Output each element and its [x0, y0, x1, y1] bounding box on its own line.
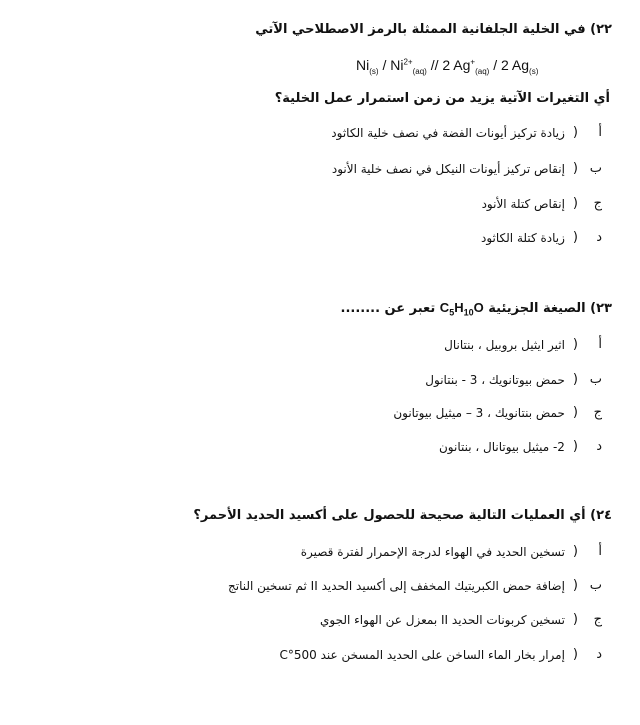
option-paren: )	[572, 196, 578, 211]
question-22-subquestion: أي التغيرات الآتية يزيد من زمن استمرار عمل الخلية؟	[274, 91, 610, 106]
option-text: زيادة كتلة الكاثود	[480, 230, 565, 245]
formula-h-count: 10	[463, 307, 474, 318]
question-22-stem	[255, 22, 612, 37]
q22-option-d[interactable]	[481, 230, 602, 245]
question-24-text: أي العمليات التالية صحيحة للحصول على أكسيد الحديد الأحمر؟	[193, 508, 586, 523]
question-23-text-after: تعبر عن ........	[340, 301, 436, 316]
formula-ni-ion: Ni	[390, 57, 404, 73]
q22-option-b[interactable]	[332, 161, 602, 176]
q24-option-d[interactable]	[280, 647, 602, 662]
option-text: تسخين كربونات الحديد II بمعزل عن الهواء الجوي	[320, 612, 565, 627]
question-24-number: ٢٤)	[590, 508, 612, 523]
formula-charge-ag: +	[470, 57, 476, 67]
formula-o: O	[473, 300, 484, 315]
option-paren: )	[572, 405, 578, 420]
formula-c: C	[439, 300, 450, 315]
question-22-number: ٢٢)	[590, 22, 612, 37]
q23-option-a[interactable]	[444, 337, 602, 352]
option-text: إضافة حمض الكبريتيك المخفف إلى أكسيد الحديد II ثم تسخين الناتج	[228, 578, 565, 593]
option-paren: )	[572, 439, 578, 454]
option-paren: )	[572, 372, 578, 387]
q24-option-c[interactable]	[320, 612, 602, 627]
formula-h: H	[454, 300, 464, 315]
question-23-number: ٢٣)	[590, 301, 612, 316]
option-text: حمض بيوتانويك ، 3 - بنتانول	[425, 372, 565, 387]
option-letter: د	[596, 647, 602, 662]
option-letter: د	[596, 439, 602, 454]
q22-option-a[interactable]	[331, 125, 602, 140]
question-23-stem	[341, 300, 613, 318]
option-text: إمرار بخار الماء الساخن على الحديد المسخن عند 500°C	[279, 647, 565, 662]
option-paren: )	[572, 125, 578, 140]
question-23-text-before: الصيغة الجزيئية	[488, 301, 586, 316]
formula-sep3: / 2 Ag	[489, 57, 530, 73]
formula-state-aq2: (aq)	[475, 66, 490, 76]
formula-sep2: // 2 Ag	[426, 57, 471, 73]
option-letter: أ	[598, 125, 602, 140]
formula-state-s1: (s)	[369, 66, 379, 76]
molecular-formula	[439, 300, 484, 318]
q23-option-c[interactable]	[393, 405, 602, 420]
option-text: 2- ميثيل بيوتانال ، بنتانون	[438, 439, 565, 454]
option-text: إنقاص تركيز أيونات النيكل في نصف خلية الأنود	[331, 161, 565, 176]
question-24-stem	[193, 508, 612, 523]
option-letter: أ	[598, 337, 602, 352]
option-text: اثير ايثيل بروبيل ، بنتانال	[444, 337, 565, 352]
formula-state-s2: (s)	[529, 66, 539, 76]
option-letter: ج	[593, 405, 602, 420]
option-letter: د	[596, 230, 602, 245]
option-text: إنقاص كتلة الأنود	[481, 196, 565, 211]
q22-option-c[interactable]	[482, 196, 602, 211]
option-letter: ج	[593, 196, 602, 211]
option-paren: )	[572, 337, 578, 352]
option-letter: ب	[589, 578, 602, 593]
option-paren: )	[572, 578, 578, 593]
option-paren: )	[572, 161, 578, 176]
option-text: تسخين الحديد في الهواء لدرجة الإحمرار لفترة قصيرة	[300, 544, 565, 559]
formula-c-count: 5	[449, 307, 455, 318]
option-paren: )	[572, 612, 578, 627]
option-paren: )	[572, 230, 578, 245]
galvanic-cell-notation	[356, 57, 538, 76]
option-paren: )	[572, 544, 578, 559]
option-letter: ج	[593, 612, 602, 627]
formula-state-aq1: (aq)	[412, 66, 427, 76]
formula-ni: Ni	[356, 57, 370, 73]
q23-option-b[interactable]	[425, 372, 602, 387]
option-paren: )	[572, 647, 578, 662]
q24-option-a[interactable]	[301, 544, 602, 559]
question-22-text: في الخلية الجلفانية الممثلة بالرمز الاصطلاحي الآتي	[255, 22, 586, 37]
q24-option-b[interactable]	[228, 578, 602, 593]
option-text: زيادة تركيز أيونات الفضة في نصف خلية الكاثود	[331, 125, 565, 140]
option-letter: أ	[598, 544, 602, 559]
formula-charge-ni: 2+	[403, 57, 413, 67]
q23-option-d[interactable]	[439, 439, 602, 454]
option-letter: ب	[589, 372, 602, 387]
option-text: حمض بنتانويك ، 3 – ميثيل بيوتانون	[393, 405, 565, 420]
formula-sep1: /	[378, 57, 391, 73]
option-letter: ب	[589, 161, 602, 176]
